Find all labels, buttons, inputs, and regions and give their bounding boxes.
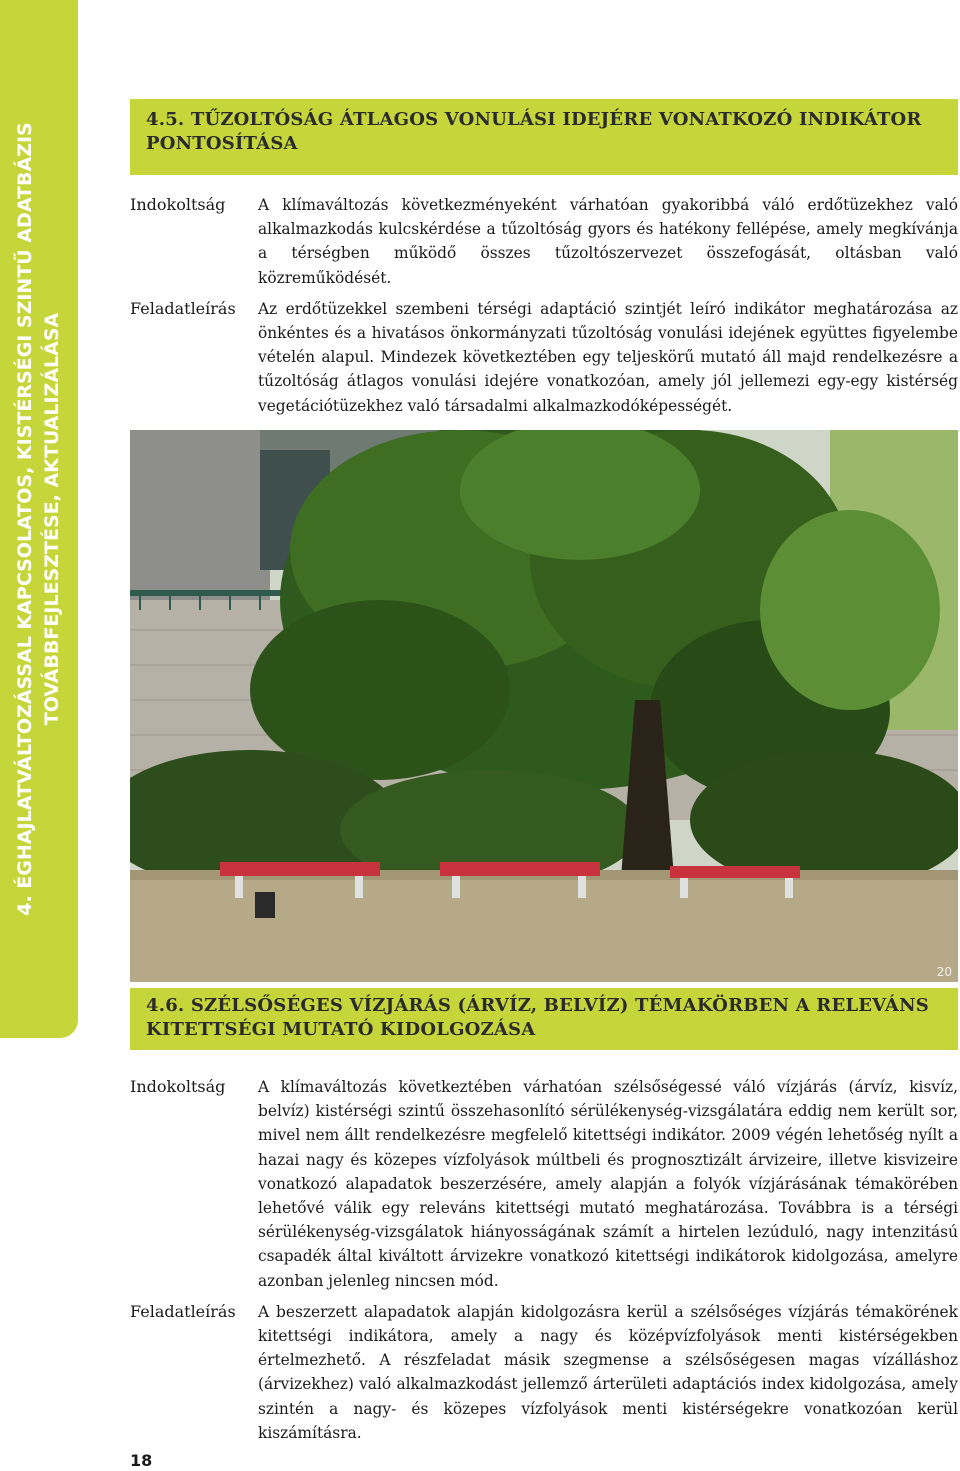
chapter-title-line-1: 4. ÉGHAJLATVÁLTOZÁSSAL KAPCSOLATOS, KISTÉRSÉGI SZINTŰ ADATBÁZIS bbox=[14, 122, 36, 916]
photo-number: 20 bbox=[936, 965, 952, 979]
section-heading-4-5: 4.5. TŰZOLTÓSÁG ÁTLAGOS VONULÁSI IDEJÉRE VONATKOZÓ INDIKÁTOR PONTOSÍTÁSA bbox=[130, 99, 958, 175]
indokoltsag-text-2: A klímaváltozás következtében várhatóan szélsőségessé váló vízjárás (árvíz, kisvíz, belvíz) kistérségi szintű összehasonlító sérülékenység-vizsgálatára eddig nem került sor, mivel nem állt rendelkezésre megfelelő kitettségi indikátor. 2009 végén lehetőség nyílt a hazai nagy és közepes vízfolyások múltbeli és prognosztizált árvizeire, illetve kisvizeire vonatkozó alapadatok beszerzésére, amely alapján a folyók vízjárásának témakörében lehetővé válik egy releváns kitettségi mutató meghatározása. Továbbra is a térségi sérülékenység-vizsgálatok hiányosságának számít a hirtelen lezúduló, nagy intenzitású csapadék által kiváltott árvizekre vonatkozó kitettségi indikátorok kidolgozása, amelyre azonban jelenleg nincsen mód. bbox=[258, 1078, 958, 1290]
indokoltsag-row bbox=[130, 193, 958, 290]
section-heading-4-6: 4.6. SZÉLSŐSÉGES VÍZJÁRÁS (ÁRVÍZ, BELVÍZ) TÉMAKÖRBEN A RELEVÁNS KITETTSÉGI MUTATÓ KIDOLGOZÁSA bbox=[130, 988, 958, 1050]
indokoltsag-row-2 bbox=[130, 1075, 958, 1293]
feladatleiras-text-2: A beszerzett alapadatok alapján kidolgozásra kerül a szélsőséges vízjárás témakörének kitettségi indikátora, amely a nagy és középvízfolyások menti kistérségekben értelmezhető. A részfeladat másik szegmense a szélsőségesen magas vízálláshoz (árvizekhez) való alkalmazkodást jellemző árterületi adaptációs index kidolgozása, amely szintén a nagy- és közepes vízfolyások menti kistérségekre vonatkozóan kerül kiszámításra. bbox=[258, 1302, 958, 1442]
chapter-side-title bbox=[12, 19, 66, 1019]
indokoltsag-text: A klímaváltozás következményeként várhatóan gyakoribbá váló erdőtüzekhez való alkalmazkodás kulcskérdése a tűzoltóság gyors és hatékony fellépése, amely megkívánja a térségben működő összes tűzoltószervezet összefogását, oltásban való közreműködését. bbox=[258, 196, 958, 287]
page-number: 18 bbox=[130, 1451, 153, 1470]
section-4-5-content bbox=[130, 193, 958, 418]
feladatleiras-label-2: Feladatleírás bbox=[130, 1301, 236, 1321]
feladatleiras-label: Feladatleírás bbox=[130, 298, 236, 318]
indokoltsag-label-2: Indokoltság bbox=[130, 1077, 226, 1096]
feladatleiras-row-2 bbox=[130, 1300, 958, 1445]
indokoltsag-label: Indokoltság bbox=[130, 195, 226, 214]
section-4-6-content bbox=[130, 1075, 958, 1445]
chapter-side-tab bbox=[0, 0, 78, 1038]
flood-photo bbox=[130, 430, 958, 982]
chapter-title-line-2: TOVÁBBFEJLESZTÉSE, AKTUALIZÁLÁSA bbox=[41, 312, 63, 726]
feladatleiras-text: Az erdőtüzekkel szembeni térségi adaptáció szintjét leíró indikátor meghatározása az önkéntes és a hivatásos önkormányzati tűzoltóság vonulási idejének együttes figyelembe vételén alapul. Mindezek következtében egy teljeskörű mutató áll majd rendelkezésre a tűzoltóság átlagos vonulási idejére vonatkozóan, amely jól jellemezi egy-egy kistérség vegetációtüzekhez való társadalmi alkalmazkodóképességét. bbox=[258, 299, 958, 415]
feladatleiras-row bbox=[130, 297, 958, 418]
flood-scene-illustration bbox=[130, 430, 958, 982]
